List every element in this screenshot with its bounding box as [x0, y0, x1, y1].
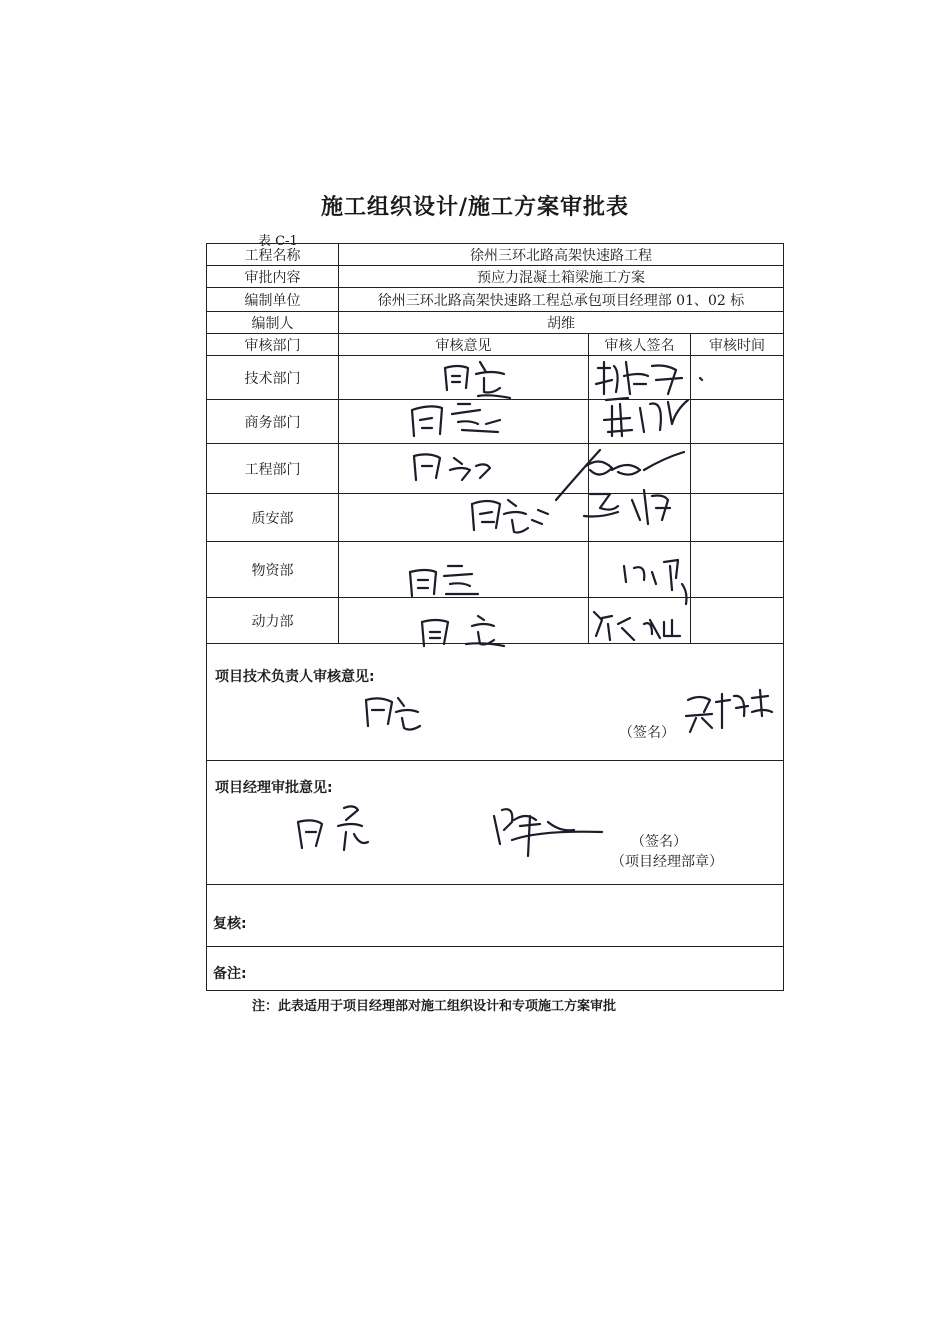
handwritten-opinion-materials	[410, 566, 478, 596]
col-header-time: 审核时间	[709, 337, 765, 354]
dept-name: 动力部	[207, 598, 339, 643]
label-project-name: 工程名称	[207, 244, 339, 265]
dept-name: 质安部	[207, 494, 339, 541]
dept-name: 工程部门	[207, 444, 339, 493]
handwritten-opinion-tech-lead	[366, 698, 420, 730]
label-preparer: 编制人	[207, 312, 339, 333]
dept-name: 物资部	[207, 542, 339, 597]
col-header-opinion: 审核意见	[339, 334, 589, 355]
pm-seal-label: （项目经理部章）	[611, 854, 723, 870]
value-approval-content: 预应力混凝土箱梁施工方案	[477, 269, 645, 286]
handwritten-signer-tech	[596, 362, 702, 394]
value-prepared-unit: 徐州三环北路高架快速路工程总承包项目经理部 01、02 标	[377, 292, 745, 309]
handwritten-signer-materials	[624, 560, 687, 604]
handwritten-opinion-safety	[472, 500, 548, 533]
handwritten-signer-commerce	[604, 398, 688, 436]
footnote: 注：此表适用于项目经理部对施工组织设计和专项施工方案审批	[252, 999, 617, 1014]
label-approval-content: 审批内容	[207, 266, 339, 287]
label-prepared-unit: 编制单位	[207, 288, 339, 311]
handwritten-opinion-commerce	[412, 404, 500, 436]
recheck-label: 复核:	[213, 916, 247, 932]
tech-lead-sign-label: （签名）	[619, 725, 675, 741]
handwritten-signer-power	[594, 612, 680, 640]
remarks-label: 备注:	[213, 966, 247, 982]
handwritten-signer-safety	[584, 490, 670, 524]
handwritten-signer-pm	[494, 809, 602, 856]
col-header-signer: 审核人签名	[589, 334, 691, 355]
form-number: 表 C-1	[258, 234, 298, 249]
dept-name: 商务部门	[207, 400, 339, 443]
handwritten-signer-tech-lead	[686, 690, 772, 732]
handwritten-opinion-engineering	[414, 454, 490, 480]
handwritten-signer-engineering	[556, 450, 684, 500]
value-project-name: 徐州三环北路高架快速路工程	[470, 247, 652, 264]
handwritten-opinion-tech	[445, 362, 510, 398]
form-title: 施工组织设计/施工方案审批表	[320, 194, 630, 220]
handwritten-opinion-pm	[298, 806, 368, 850]
pm-sign-label: （签名）	[631, 834, 687, 850]
tech-lead-label: 项目技术负责人审核意见:	[215, 669, 375, 685]
dept-name: 技术部门	[207, 356, 339, 399]
col-header-department: 审核部门	[207, 334, 339, 355]
value-preparer: 胡维	[547, 315, 575, 332]
pm-label: 项目经理审批意见:	[215, 780, 333, 796]
handwritten-opinion-power	[422, 616, 504, 646]
